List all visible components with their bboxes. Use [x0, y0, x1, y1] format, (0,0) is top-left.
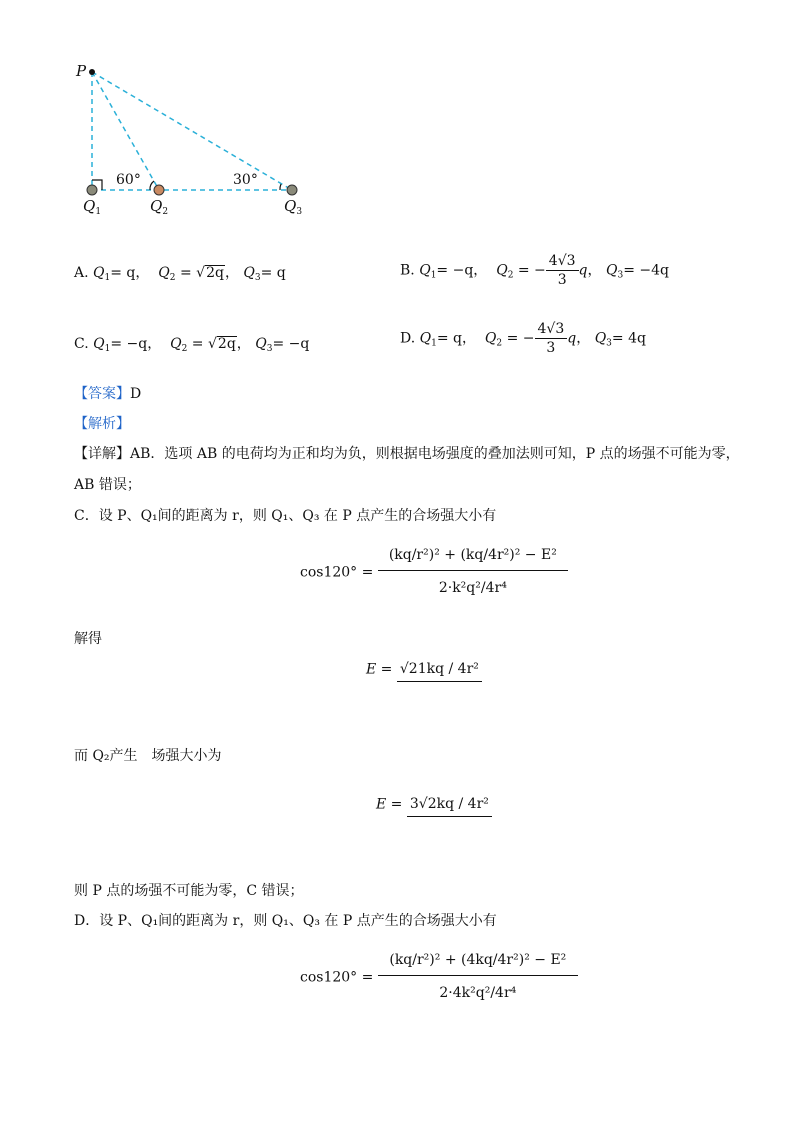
charge-q3	[287, 185, 297, 195]
option-d: D. $Q_1= q$， $Q_2$ = − $\frac{4√3}{3}$ q， $Q_3= 4q$	[400, 321, 646, 356]
label-q2: $Q_2$	[150, 197, 169, 217]
charge-q1	[87, 185, 97, 195]
analysis-tag: 【解析】	[74, 416, 130, 432]
detail-line-1: 【详解】AB．选项 AB 的电荷均为正和均为负，则根据电场强度的叠加法则可知，P 点的场强不可能为零，	[74, 446, 740, 462]
detail-c-intro: C．设 P、Q₁间的距离为 r，则 Q₁、Q₃ 在 P 点产生的合场强大小有	[74, 508, 497, 524]
equation-2: E = √21kq / 4r²	[366, 657, 482, 682]
option-c: C. $Q_1= -q$， $Q_2 = √2q$， $Q_3= -q$	[74, 336, 310, 354]
option-b: B. $Q_1= -q$， $Q_2$ = − $\frac{4√3}{3}$ q， $Q_3= -4q$	[400, 253, 669, 288]
answer-line	[74, 383, 141, 403]
charge-q2	[154, 185, 164, 195]
label-angle-30: 30°	[233, 172, 258, 188]
point-p	[89, 69, 95, 75]
equation-3: E = 3√2kq / 4r²	[376, 792, 492, 817]
equation-1: cos120° = $\frac{\text{(kq/r²)² + (kq/4r²)² − E²}}{\text{2·k²q²/4r⁴}}$	[300, 540, 568, 605]
angle-arc-60	[150, 181, 154, 190]
detail-d-intro: D．设 P、Q₁间的距离为 r，则 Q₁、Q₃ 在 P 点产生的合场强大小有	[74, 913, 497, 929]
label-q1: $Q_1$	[83, 197, 102, 217]
equation-4: cos120° = $\frac{\text{(kq/r²)² + (4kq/4r²)² − E²}}{\text{2·4k²q²/4r⁴}}$	[300, 945, 578, 1010]
detail-q2-intro: 而 Q₂产生 场强大小为	[74, 748, 222, 764]
solve-label: 解得	[74, 631, 102, 647]
answer-tag: 【答案】	[74, 386, 130, 402]
detail-c-conclusion: 则 P 点的场强不可能为零，C 错误；	[74, 883, 304, 899]
label-q3: $Q_3$	[284, 197, 303, 217]
label-angle-60: 60°	[116, 172, 141, 188]
option-a: A. $Q_1= q$， $Q_2 = √2q$， $Q_3= q$	[74, 265, 286, 283]
answer-value: D	[130, 386, 142, 402]
angle-arc-30	[280, 184, 281, 190]
detail-line-2: AB 错误；	[74, 477, 141, 493]
label-p: P	[76, 62, 87, 80]
